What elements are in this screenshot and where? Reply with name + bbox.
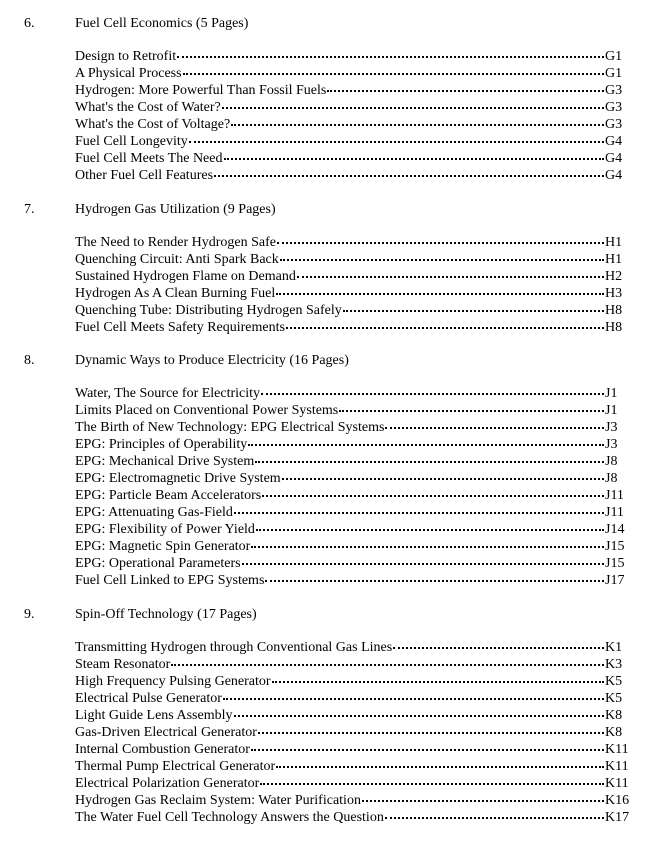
dot-leader: [282, 478, 604, 480]
dot-leader: [280, 259, 604, 261]
entry-title: Steam Resonator: [75, 657, 171, 672]
entry-page-ref: J1: [605, 403, 618, 418]
entry-page-ref: J15: [605, 556, 625, 571]
entry-page-ref: K3: [605, 657, 623, 672]
entry-title: What's the Cost of Voltage?: [75, 117, 231, 132]
entry-page-ref: J11: [605, 505, 624, 520]
dot-leader: [251, 749, 604, 751]
entry-page-ref: J8: [605, 454, 618, 469]
dot-leader: [262, 495, 604, 497]
entry-page-ref: H1: [605, 252, 623, 267]
toc-entry: [75, 724, 626, 741]
entry-page-ref: J3: [605, 420, 618, 435]
dot-leader: [222, 107, 604, 109]
toc-entry: [75, 521, 626, 538]
entry-page-ref: J1: [605, 386, 618, 401]
entry-title: Gas-Driven Electrical Generator: [75, 725, 257, 740]
section-number: 9.: [24, 607, 35, 622]
toc-entry: [75, 775, 629, 792]
entry-title: The Birth of New Technology: EPG Electrical Systems: [75, 420, 385, 435]
dot-leader: [385, 427, 604, 429]
section-heading: [0, 15, 663, 33]
dot-leader: [286, 327, 604, 329]
toc-entry: [75, 453, 626, 470]
toc-entry-list: [75, 639, 630, 826]
entry-page-ref: H2: [605, 269, 623, 284]
entry-title: EPG: Magnetic Spin Generator: [75, 539, 251, 554]
toc-entry: [75, 707, 626, 724]
dot-leader: [224, 158, 605, 160]
toc-entry: [75, 402, 626, 419]
dot-leader: [256, 529, 604, 531]
toc-entry-list: [75, 234, 626, 336]
dot-leader: [339, 410, 604, 412]
dot-leader: [234, 715, 605, 717]
section-number: 6.: [24, 16, 35, 31]
dot-leader: [234, 512, 604, 514]
toc-entry: [75, 167, 626, 184]
entry-page-ref: G4: [605, 134, 623, 149]
entry-title: Quenching Tube: Distributing Hydrogen Safely: [75, 303, 342, 318]
entry-page-ref: K16: [605, 793, 630, 808]
dot-leader: [255, 461, 604, 463]
entry-title: Other Fuel Cell Features: [75, 168, 214, 183]
entry-title: The Need to Render Hydrogen Safe: [75, 235, 276, 250]
entry-title: Hydrogen: More Powerful Than Fossil Fuels: [75, 83, 327, 98]
entry-page-ref: G3: [605, 117, 623, 132]
dot-leader: [242, 563, 604, 565]
entry-title: Fuel Cell Longevity: [75, 134, 188, 149]
dot-leader: [362, 800, 604, 802]
entry-title: Water, The Source for Electricity: [75, 386, 261, 401]
entry-page-ref: H8: [605, 303, 623, 318]
dot-leader: [277, 242, 604, 244]
entry-page-ref: K5: [605, 674, 623, 689]
entry-title: Sustained Hydrogen Flame on Demand: [75, 269, 296, 284]
entry-title: High Frequency Pulsing Generator: [75, 674, 271, 689]
entry-title: Light Guide Lens Assembly: [75, 708, 233, 723]
section-heading: [0, 606, 663, 624]
section-title: Dynamic Ways to Produce Electricity (16 Pages): [75, 353, 349, 368]
entry-page-ref: G1: [605, 66, 623, 81]
entry-title: Fuel Cell Linked to EPG Systems: [75, 573, 265, 588]
entry-title: EPG: Operational Parameters: [75, 556, 241, 571]
section-number: 8.: [24, 353, 35, 368]
entry-page-ref: J15: [605, 539, 625, 554]
toc-entry: [75, 690, 626, 707]
dot-leader: [343, 310, 604, 312]
toc-entry: [75, 285, 626, 302]
section-title: Fuel Cell Economics (5 Pages): [75, 16, 249, 31]
entry-title: EPG: Principles of Operability: [75, 437, 248, 452]
entry-title: A Physical Process: [75, 66, 182, 81]
entry-title: EPG: Flexibility of Power Yield: [75, 522, 255, 537]
entry-title: Thermal Pump Electrical Generator: [75, 759, 276, 774]
entry-page-ref: K8: [605, 725, 623, 740]
dot-leader: [248, 444, 604, 446]
entry-title: EPG: Mechanical Drive System: [75, 454, 255, 469]
dot-leader: [214, 175, 604, 177]
entry-page-ref: G3: [605, 100, 623, 115]
entry-title: Quenching Circuit: Anti Spark Back: [75, 252, 279, 267]
dot-leader: [261, 393, 604, 395]
entry-title: Hydrogen As A Clean Burning Fuel: [75, 286, 276, 301]
toc-entry-list: [75, 48, 626, 184]
toc-entry: [75, 470, 626, 487]
entry-page-ref: H3: [605, 286, 623, 301]
entry-title: Limits Placed on Conventional Power Systems: [75, 403, 339, 418]
entry-page-ref: K11: [605, 759, 629, 774]
entry-page-ref: H1: [605, 235, 623, 250]
entry-page-ref: K8: [605, 708, 623, 723]
dot-leader: [327, 90, 604, 92]
toc-entry: [75, 741, 629, 758]
dot-leader: [272, 681, 604, 683]
dot-leader: [231, 124, 604, 126]
entry-page-ref: K1: [605, 640, 623, 655]
entry-page-ref: J14: [605, 522, 625, 537]
entry-title: Hydrogen Gas Reclaim System: Water Purification: [75, 793, 361, 808]
entry-title: Electrical Polarization Generator: [75, 776, 260, 791]
dot-leader: [183, 73, 604, 75]
entry-page-ref: J3: [605, 437, 618, 452]
entry-page-ref: G1: [605, 49, 623, 64]
toc-entry: [75, 65, 626, 82]
toc-entry: [75, 251, 626, 268]
entry-page-ref: J11: [605, 488, 624, 503]
toc-entry: [75, 673, 626, 690]
entry-page-ref: K11: [605, 776, 629, 791]
dot-leader: [393, 647, 604, 649]
toc-entry: [75, 436, 626, 453]
entry-title: Electrical Pulse Generator: [75, 691, 222, 706]
entry-page-ref: G4: [605, 168, 623, 183]
dot-leader: [189, 141, 604, 143]
toc-entry: [75, 48, 626, 65]
section-title: Spin-Off Technology (17 Pages): [75, 607, 257, 622]
toc-entry: [75, 656, 626, 673]
entry-title: Transmitting Hydrogen through Conventional Gas Lines: [75, 640, 393, 655]
entry-title: Internal Combustion Generator: [75, 742, 250, 757]
section-heading: [0, 352, 663, 370]
entry-page-ref: K17: [605, 810, 630, 825]
entry-page-ref: K5: [605, 691, 623, 706]
dot-leader: [276, 766, 604, 768]
toc-entry: [75, 419, 626, 436]
dot-leader: [276, 293, 604, 295]
dot-leader: [385, 817, 604, 819]
toc-entry: [75, 82, 626, 99]
toc-entry: [75, 504, 626, 521]
section-title: Hydrogen Gas Utilization (9 Pages): [75, 202, 276, 217]
toc-entry: [75, 572, 626, 589]
toc-entry: [75, 385, 626, 402]
toc-entry: [75, 487, 626, 504]
toc-entry: [75, 319, 626, 336]
toc-entry: [75, 639, 626, 656]
entry-title: Fuel Cell Meets The Need: [75, 151, 223, 166]
entry-title: EPG: Attenuating Gas-Field: [75, 505, 233, 520]
toc-entry: [75, 234, 626, 251]
toc-entry: [75, 268, 626, 285]
toc-entry: [75, 99, 626, 116]
toc-entry: [75, 792, 630, 809]
toc-entry: [75, 555, 626, 572]
dot-leader: [297, 276, 604, 278]
toc-entry: [75, 133, 626, 150]
entry-title: EPG: Electromagnetic Drive System: [75, 471, 281, 486]
toc-entry: [75, 758, 629, 775]
entry-page-ref: H8: [605, 320, 623, 335]
toc-entry: [75, 809, 630, 826]
toc-entry: [75, 116, 626, 133]
entry-page-ref: K11: [605, 742, 629, 757]
section-number: 7.: [24, 202, 35, 217]
entry-title: Design to Retrofit: [75, 49, 177, 64]
entry-title: What's the Cost of Water?: [75, 100, 221, 115]
dot-leader: [223, 698, 604, 700]
toc-entry: [75, 150, 626, 167]
section-heading: [0, 201, 663, 219]
toc-entry: [75, 538, 626, 555]
dot-leader: [260, 783, 604, 785]
dot-leader: [251, 546, 604, 548]
entry-title: EPG: Particle Beam Accelerators: [75, 488, 262, 503]
dot-leader: [258, 732, 604, 734]
dot-leader: [177, 56, 604, 58]
dot-leader: [265, 580, 604, 582]
entry-title: The Water Fuel Cell Technology Answers the Question: [75, 810, 384, 825]
toc-entry: [75, 302, 626, 319]
entry-title: Fuel Cell Meets Safety Requirements: [75, 320, 285, 335]
entry-page-ref: G3: [605, 83, 623, 98]
entry-page-ref: G4: [605, 151, 623, 166]
toc-entry-list: [75, 385, 626, 589]
dot-leader: [171, 664, 604, 666]
entry-page-ref: J8: [605, 471, 618, 486]
entry-page-ref: J17: [605, 573, 625, 588]
